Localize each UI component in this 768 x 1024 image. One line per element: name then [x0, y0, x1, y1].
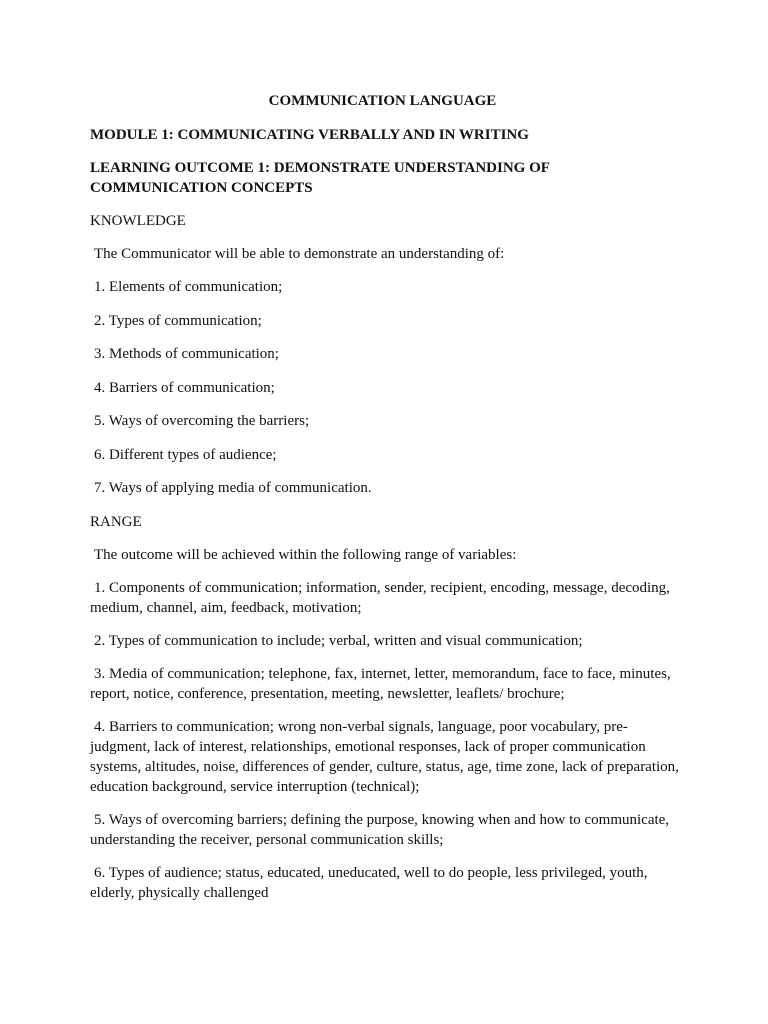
- document-title: COMMUNICATION LANGUAGE: [268, 93, 497, 109]
- knowledge-item: 2. Types of communication;: [94, 312, 262, 329]
- knowledge-heading: KNOWLEDGE: [90, 213, 186, 229]
- document-body: [90, 91, 680, 916]
- knowledge-item: 6. Different types of audience;: [94, 446, 277, 463]
- range-item: 5. Ways of overcoming barriers; defining the purpose, knowing when and how to communicate, understanding the receiver, personal communication skills;: [90, 811, 670, 848]
- range-item: 3. Media of communication; telephone, fax, internet, letter, memorandum, face to face, minutes, report, notice, conference, presentation, meeting, newsletter, leaflets/ brochure;: [90, 665, 671, 702]
- knowledge-item: 5. Ways of overcoming the barriers;: [94, 413, 310, 429]
- knowledge-item: 3. Methods of communication;: [94, 346, 279, 362]
- knowledge-intro: The Communicator will be able to demonstrate an understanding of:: [94, 246, 505, 262]
- learning-outcome-heading: LEARNING OUTCOME 1: DEMONSTRATE UNDERSTANDING OF COMMUNICATION CONCEPTS: [90, 160, 550, 196]
- range-item: 1. Components of communication; information, sender, recipient, encoding, message, decoding, medium, channel, aim, feedback, motivation;: [90, 579, 670, 616]
- range-item: 2. Types of communication to include; verbal, written and visual communication;: [94, 632, 583, 649]
- range-heading: RANGE: [90, 513, 142, 530]
- module-heading: MODULE 1: COMMUNICATING VERBALLY AND IN WRITING: [90, 127, 529, 143]
- range-item: 4. Barriers to communication; wrong non-verbal signals, language, poor vocabulary, pre-judgment, lack of interest, relationships, emotional responses, lack of proper communication systems, altitudes, noise, differences of gender, culture, status, age, time zone, lack of preparation, education background, service interruption (technical);: [90, 718, 679, 795]
- knowledge-item: 4. Barriers of communication;: [94, 379, 275, 396]
- knowledge-item: 1. Elements of communication;: [94, 279, 283, 295]
- range-item: 6. Types of audience; status, educated, uneducated, well to do people, less privileged, youth, elderly, physically challenged: [90, 864, 648, 901]
- range-intro: The outcome will be achieved within the following range of variables:: [94, 546, 517, 563]
- knowledge-item: 7. Ways of applying media of communication.: [94, 480, 372, 496]
